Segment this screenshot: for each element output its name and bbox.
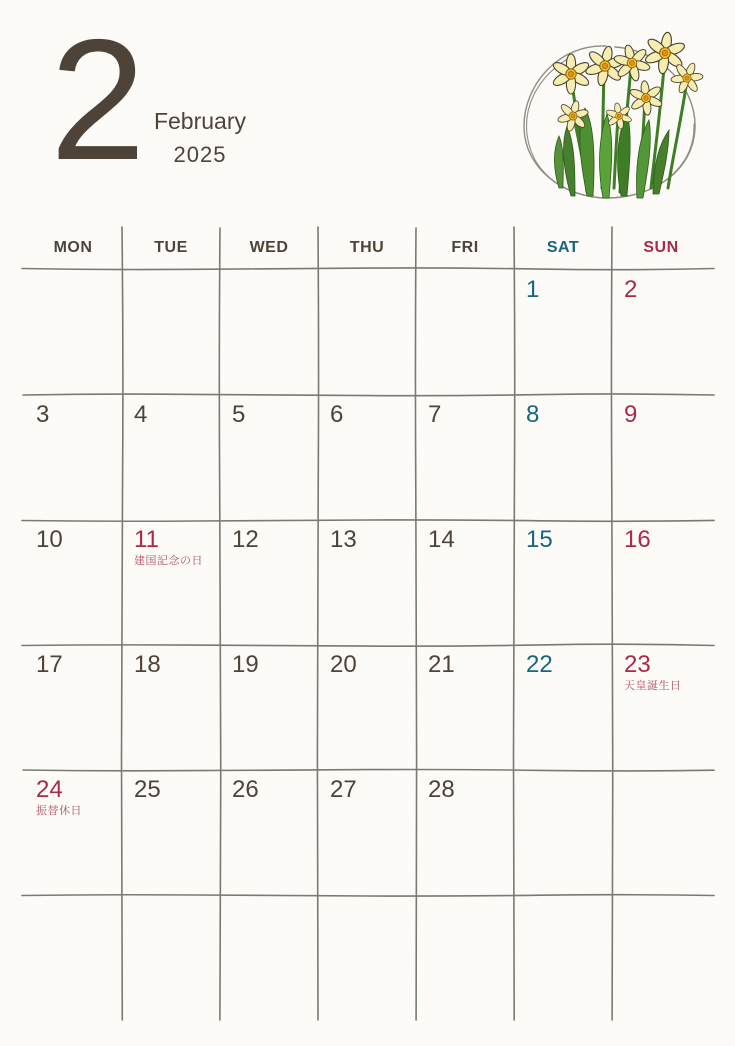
- day-number: 10: [36, 526, 63, 553]
- day-cell: [318, 770, 416, 895]
- day-cell: [514, 645, 612, 770]
- day-number: 11: [134, 526, 159, 553]
- day-cell: [24, 270, 122, 395]
- day-cell: [612, 770, 710, 895]
- day-cell: [24, 895, 122, 1020]
- day-cell: [612, 895, 710, 1020]
- day-number: 1: [526, 276, 540, 303]
- day-number: 9: [624, 401, 638, 428]
- day-number: 21: [428, 651, 455, 678]
- day-cell: [122, 395, 220, 520]
- day-cell: [122, 520, 220, 645]
- day-cell: [514, 395, 612, 520]
- day-number: 23: [624, 651, 651, 678]
- weekday-header-sat: SAT: [546, 238, 580, 256]
- day-number: 8: [526, 401, 540, 428]
- day-cell: [24, 520, 122, 645]
- day-number: 5: [232, 401, 246, 428]
- day-cell: [318, 895, 416, 1020]
- day-number: 2: [624, 276, 638, 303]
- day-cell: [514, 895, 612, 1020]
- day-number: 4: [134, 401, 148, 428]
- holiday-label: 振替休日: [36, 804, 82, 817]
- day-number: 27: [330, 776, 357, 803]
- day-number: 12: [232, 526, 259, 553]
- year-label: 2025: [173, 142, 227, 167]
- month-number: 2: [50, 4, 142, 196]
- day-cell: [416, 395, 514, 520]
- day-cell: [612, 270, 710, 395]
- day-cell: [24, 645, 122, 770]
- day-cell: [416, 895, 514, 1020]
- weekday-header-wed: WED: [249, 238, 289, 256]
- day-cell: [416, 645, 514, 770]
- day-number: 28: [428, 776, 455, 803]
- weekday-header-thu: THU: [349, 238, 385, 256]
- day-cell: [514, 520, 612, 645]
- day-number: 19: [232, 651, 259, 678]
- calendar-grid: [24, 270, 710, 1020]
- day-cell: [514, 770, 612, 895]
- day-cell: [318, 645, 416, 770]
- day-cell: [220, 270, 318, 395]
- day-number: 20: [330, 651, 357, 678]
- day-cell: [318, 270, 416, 395]
- day-number: 7: [428, 401, 442, 428]
- day-cell: [122, 770, 220, 895]
- day-cell: [416, 270, 514, 395]
- daffodils-illustration: [502, 16, 714, 208]
- day-number: 17: [36, 651, 63, 678]
- day-number: 25: [134, 776, 161, 803]
- weekday-header-mon: MON: [53, 238, 93, 256]
- weekday-header-fri: FRI: [451, 238, 479, 256]
- day-number: 3: [36, 401, 50, 428]
- day-number: 15: [526, 526, 553, 553]
- day-number: 13: [330, 526, 357, 553]
- day-cell: [24, 395, 122, 520]
- day-number: 14: [428, 526, 455, 553]
- day-cell: [220, 395, 318, 520]
- day-cell: [122, 895, 220, 1020]
- day-cell: [612, 520, 710, 645]
- day-cell: [612, 395, 710, 520]
- day-cell: [122, 645, 220, 770]
- day-number: 6: [330, 401, 344, 428]
- day-cell: [318, 520, 416, 645]
- day-cell: [220, 520, 318, 645]
- weekday-header-tue: TUE: [154, 238, 188, 256]
- day-cell: [612, 645, 710, 770]
- day-cell: [220, 645, 318, 770]
- day-number: 24: [36, 776, 63, 803]
- day-number: 26: [232, 776, 259, 803]
- day-cell: [220, 895, 318, 1020]
- holiday-label: 天皇誕生日: [624, 679, 682, 692]
- day-number: 16: [624, 526, 651, 553]
- day-cell: [122, 270, 220, 395]
- month-name: February: [153, 108, 247, 134]
- day-number: 18: [134, 651, 161, 678]
- weekday-header-row: [24, 227, 710, 268]
- weekday-header-sun: SUN: [643, 238, 679, 256]
- day-cell: [514, 270, 612, 395]
- day-cell: [220, 770, 318, 895]
- day-cell: [416, 770, 514, 895]
- day-cell: [24, 770, 122, 895]
- holiday-label: 建国記念の日: [134, 554, 203, 567]
- day-cell: [318, 395, 416, 520]
- day-cell: [416, 520, 514, 645]
- day-number: 22: [526, 651, 553, 678]
